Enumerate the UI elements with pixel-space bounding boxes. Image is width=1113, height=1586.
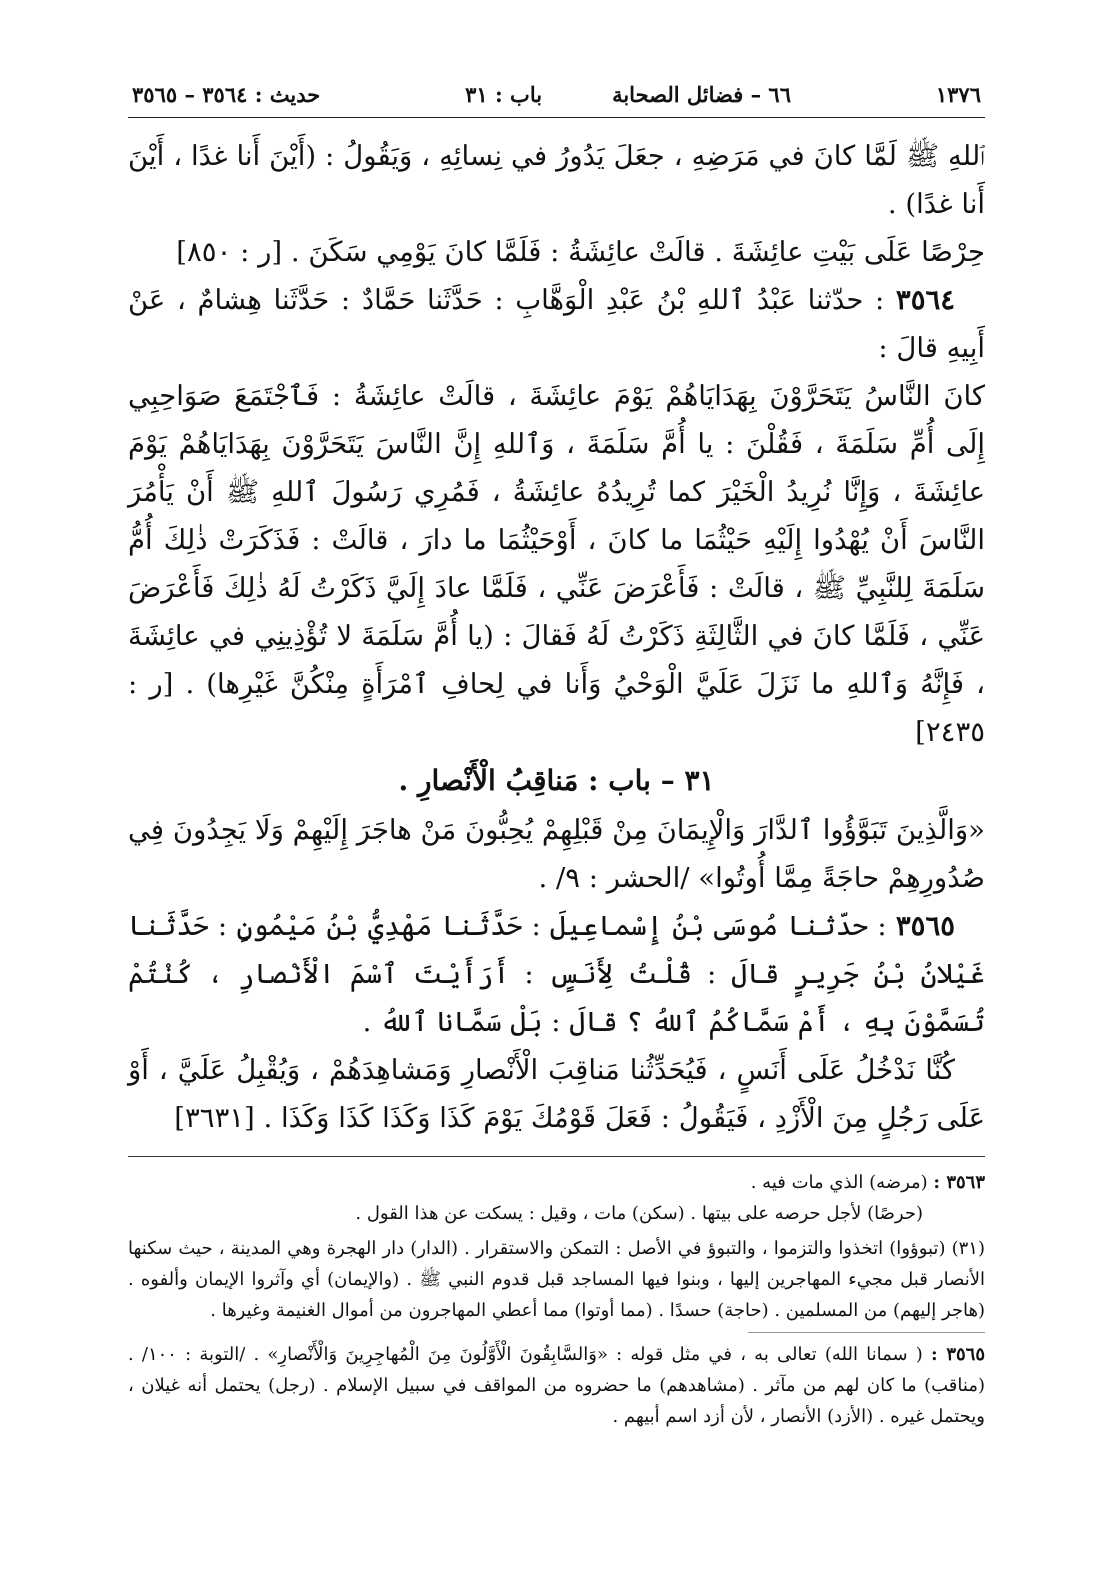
text-line: حِرْصًا عَلَى بَيْتِ عائِشَةَ . قالَتْ عائِشَةُ : فَلَمَّا كانَ يَوْمِي سَكَنَ . [ر : ٨٥٠] xyxy=(176,236,985,268)
header-middle xyxy=(465,82,791,107)
running-header xyxy=(128,82,985,118)
footnote-3563 xyxy=(128,1167,985,1198)
isnad-text: : حدّثنا مُوسَى بْنُ إِسْماعِيلَ : حَدَّثَنا مَهْدِيُّ بْنُ مَيْمُونٍ : حَدَّثَنا غَيْلانُ بْنُ جَرِيرٍ قالَ : قُلْتُ لِأَنَسٍ : أَرَأَيْتَ ٱسْمَ الْأَنْصارِ ، كُنْتُمْ تُسَمَّوْنَ بِهِ ، أَمْ سَمَّاكُمُ ٱللهُ ؟ قالَ : بَلْ سَمَّانا ٱللهُ . xyxy=(128,910,985,1038)
chapter-ref: باب : ٣١ xyxy=(465,82,543,107)
footnote-text: ( سمانا الله) تعالى به ، في مثل قوله : «وَالسَّابِقُونَ الْأَوَّلُونَ مِنَ الْمُهاجِرِينَ وَالْأَنْصارِ» . /التوبة : ١٠٠/ . (مناقب) ما كان لهم من مآثر . (مشاهدهم) ما حضروه من المواقف في سبيل الإسلام . (رجل) يحتمل أنه غيلان ، ويحتمل غيره . (الأزد) الأنصار ، لأن أزد اسم أبيهم . xyxy=(128,1344,985,1427)
page-number: ١٣٧٦ xyxy=(935,82,981,107)
chapter-heading: ٣١ – باب : مَناقِبُ الْأَنْصارِ . xyxy=(398,764,715,797)
book-title: ٦٦ – فضائل الصحابة xyxy=(612,82,791,107)
footnote-3565 xyxy=(128,1339,985,1432)
hadith-3564-text: كانَ النَّاسُ يَتَحَرَّوْنَ بِهَدَايَاهُمْ يَوْمَ عائِشَةَ ، قالَتْ عائِشَةُ : فَٱجْتَمَعَ صَوَاحِبِي إِلَى أُمِّ سَلَمَةَ ، فَقُلْنَ : يا أُمَّ سَلَمَةَ ، وَٱللهِ إِنَّ النَّاسَ يَتَحَرَّوْنَ بِهَدَايَاهُمْ يَوْمَ عائِشَةَ ، وَإِنَّا نُرِيدُ الْخَيْرَ كما تُرِيدُهُ عائِشَةُ ، فَمُرِي رَسُولَ ٱللهِ ﷺ أَنْ يَأْمُرَ النَّاسَ أَنْ يُهْدُوا إِلَيْهِ حَيْثُمَا ما كانَ ، أَوْحَيْثُمَا ما دارَ ، قالَتْ : فَذَكَرَتْ ذٰلِكَ أُمُّ سَلَمَةَ لِلنَّبِيِّ ﷺ ، قالَتْ : فَأَعْرَضَ عَنِّي ، فَلَمَّا عادَ إِلَيَّ ذَكَرْتُ لَهُ ذٰلِكَ فَأَعْرَضَ عَنِّي ، فَلَمَّا كانَ في الثَّالِثَةِ ذَكَرْتُ لَهُ فَقالَ : (يا أُمَّ سَلَمَةَ لا تُؤْذِينِي في عائِشَةَ ، فَإِنَّهُ وَٱللهِ ما نَزَلَ عَلَيَّ الْوَحْيُ وَأَنا في لِحافِ ٱمْرَأَةٍ مِنْكُنَّ غَيْرِها) . [ر : ٢٤٣٥] xyxy=(128,380,985,748)
isnad-text: : حدّثنا عَبْدُ ٱللهِ بْنُ عَبْدِ الْوَهَّابِ : حَدَّثَنا حَمَّادٌ : حَدَّثَنا هِشامٌ ، عَنْ أَبِيهِ قالَ : xyxy=(128,284,985,364)
quran-verse: «وَالَّذِينَ تَبَوَّؤُوا ٱلدَّارَ وَالْإِيمَانَ مِنْ قَبْلِهِمْ يُحِبُّونَ مَنْ هاجَرَ إِلَيْهِمْ وَلَا يَجِدُونَ فِي صُدُورِهِمْ حاجَةً مِمَّا أُوتُوا» /الحشر : ٩/ . xyxy=(128,814,985,894)
hadith-3565-text: كُنَّا نَدْخُلُ عَلَى أَنَسٍ ، فَيُحَدِّثُنا مَناقِبَ الْأَنْصارِ وَمَشاهِدَهُمْ ، وَيُقْبِلُ عَلَيَّ ، أَوْ عَلَى رَجُلٍ مِنَ الْأَزْدِ ، فَيَقُولُ : فَعَلَ قَوْمُكَ يَوْمَ كَذَا وَكَذَا كَذَا وَكَذَا . [٣٦٣١] xyxy=(128,1054,985,1134)
hadith-range: حديث : ٣٥٦٤ – ٣٥٦٥ xyxy=(132,82,321,107)
hadith-3564-isnad xyxy=(128,276,985,372)
footnotes xyxy=(128,1156,985,1432)
footnote-text: (حرصًا) لأجل حرصه على بيتها . (سكن) مات ، وقيل : يسكت عن هذا القول . xyxy=(355,1203,923,1224)
hadith-number: ٣٥٦٥ xyxy=(895,910,955,942)
footnote-label: ٣٥٦٣ : xyxy=(933,1172,985,1193)
main-text xyxy=(128,132,985,1142)
hadith-number: ٣٥٦٤ xyxy=(895,284,956,316)
footnote-text: (مرضه) الذي مات فيه . xyxy=(750,1172,928,1193)
divider xyxy=(748,1332,985,1333)
hadith-3565-isnad xyxy=(128,902,985,1046)
footnote-31: (٣١) (تبوؤوا) اتخذوا والتزموا ، والتبوؤ في الأصل : التمكن والاستقرار . (الدار) دار الهجرة وهي المدينة ، حيث سكنها الأنصار قبل مجيء المهاجرين إليها ، وبنوا فيها المساجد قبل قدوم النبي ﷺ . (والإيمان) أي وآثروا الإيمان وألفوه . (هاجر إليهم) من المسلمين . (حاجة) حسدًا . (مما أوتوا) مما أعطي المهاجرون من أموال الغنيمة وغيرها . xyxy=(128,1238,985,1321)
footnote-label: ٣٥٦٥ : xyxy=(930,1344,985,1365)
text-line: ٱللهِ ﷺ لَمَّا كانَ في مَرَضِهِ ، جعَلَ يَدُورُ في نِسائِهِ ، وَيَقُولُ : (أَيْنَ أَنا غدًا ، أَيْنَ أَنا غدًا) . xyxy=(128,140,985,220)
